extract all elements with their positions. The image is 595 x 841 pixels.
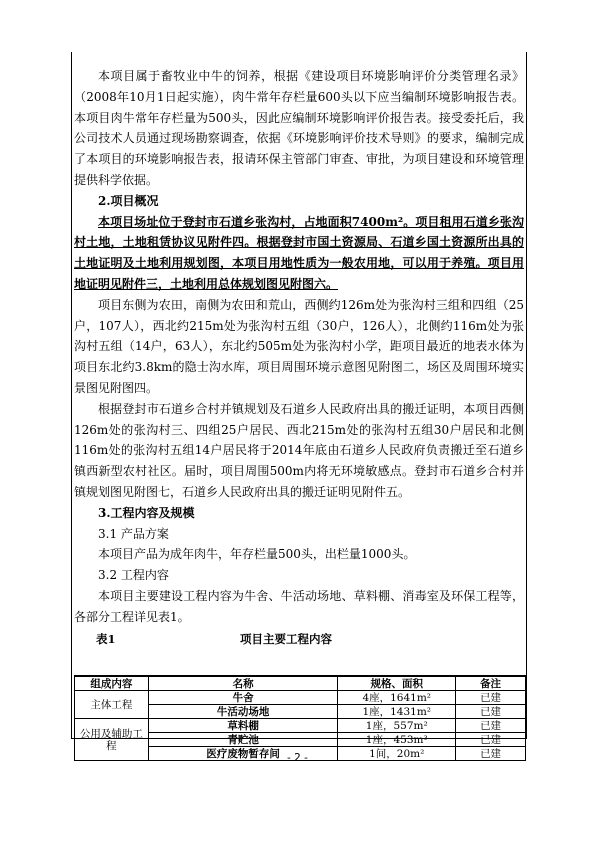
note-cell: 已建 [456, 691, 526, 705]
note-cell: 已建 [456, 705, 526, 719]
intro-paragraph: 本项目属于畜牧业中牛的饲养，根据《建设项目环境影响评价分类管理名录》（2008年10月1日起实施），肉牛常年存栏量600头以下应当编制环境影响报告表。本项目肉牛常年存栏量为500头，因此应编制环境影响评价报告表。接受委托后，我公司技术人员通过现场勘察调查，依据《环境影响评价技术导则》的要求，编制完成了本项目的环境影响报告表，报请环保主管部门审查、审批，为项目建设和环境管理提供科学依据。 [74, 69, 524, 187]
table-row [75, 691, 526, 705]
site-location-paragraph: 本项目场址位于登封市石道乡张沟村，占地面积7400m²。项目租用石道乡张沟村土地，土地租赁协议见附件四。根据登封市国土资源局、石道乡国土资源所出具的土地证明及土地利用规划图，本项目用地性质为一般农用地，可以用于养殖。项目用地证明见附件三，土地利用总体规划图见附图六。 [74, 214, 524, 291]
table-header-row [75, 676, 526, 691]
section-2-heading: 2.项目概况 [98, 193, 159, 208]
subsection-3-1: 3.1 产品方案 [98, 526, 169, 541]
product-paragraph: 本项目产品为成年肉牛，年存栏量500头，出栏量1000头。 [98, 547, 416, 562]
spec-cell: 1座，1431m² [338, 705, 456, 719]
project-works-table [74, 675, 526, 761]
name-cell: 医疗废物暂存间 [148, 747, 338, 761]
spec-cell: 4座，1641m² [338, 691, 456, 705]
spec-cell: 1座，453m³ [338, 733, 456, 747]
name-cell: 草料棚 [148, 719, 338, 733]
note-cell: 已建 [456, 733, 526, 747]
category-cell: 主体工程 [75, 691, 149, 719]
name-cell: 牛舍 [148, 691, 338, 705]
header-spec: 规格、面积 [338, 676, 456, 691]
works-paragraph: 本项目主要建设工程内容为牛舍、牛活动场地、草料棚、消毒室及环保工程等，各部分工程详见表1。 [74, 588, 524, 624]
header-category: 组成内容 [75, 676, 149, 691]
spec-cell: 1座，557m² [338, 719, 456, 733]
subsection-3-2: 3.2 工程内容 [98, 568, 169, 583]
note-cell: 已建 [456, 747, 526, 761]
note-cell: 已建 [456, 719, 526, 733]
name-cell: 青贮池 [148, 733, 338, 747]
name-cell: 牛活动场地 [148, 705, 338, 719]
table-caption [74, 631, 524, 647]
relocation-paragraph: 根据登封市石道乡合村并镇规划及石道乡人民政府出具的搬迁证明，本项目西侧126m处的张沟村三、四组25户居民、西北215m处的张沟村五组30户居民和北侧116m处的张沟村五组14户居民将于2014年底由石道乡人民政府负责搬迁至石道乡镇西新型农村社区。届时，项目周围500m内将无环境敏感点。登封市石道乡合村并镇规划图见附图七，石道乡人民政府出具的搬迁证明见附件五。 [74, 401, 524, 499]
spec-cell: 1间，20m² [338, 747, 456, 761]
table-title: 项目主要工程内容 [240, 631, 332, 646]
table-row [75, 719, 526, 733]
section-3-heading: 3.工程内容及规模 [98, 505, 195, 520]
header-note: 备注 [456, 676, 526, 691]
document-body [74, 66, 524, 647]
table-number: 表1 [96, 631, 116, 646]
category-cell: 公用及辅助工程 [75, 719, 149, 761]
surroundings-paragraph: 项目东侧为农田，南侧为农田和荒山，西侧约126m处为张沟村三组和四组（25户，107人），西北约215m处为张沟村五组（30户，126人），北侧约116m处为张沟村五组（14户，63人），东北约505m处为张沟村小学，距项目最近的地表水体为项目东北约3.8km的隐士沟水库，项目周围环境示意图见附图二，场区及周围环境实景图见附图四。 [74, 297, 524, 395]
header-name: 名称 [148, 676, 338, 691]
page-number: - 2 - [287, 752, 308, 764]
